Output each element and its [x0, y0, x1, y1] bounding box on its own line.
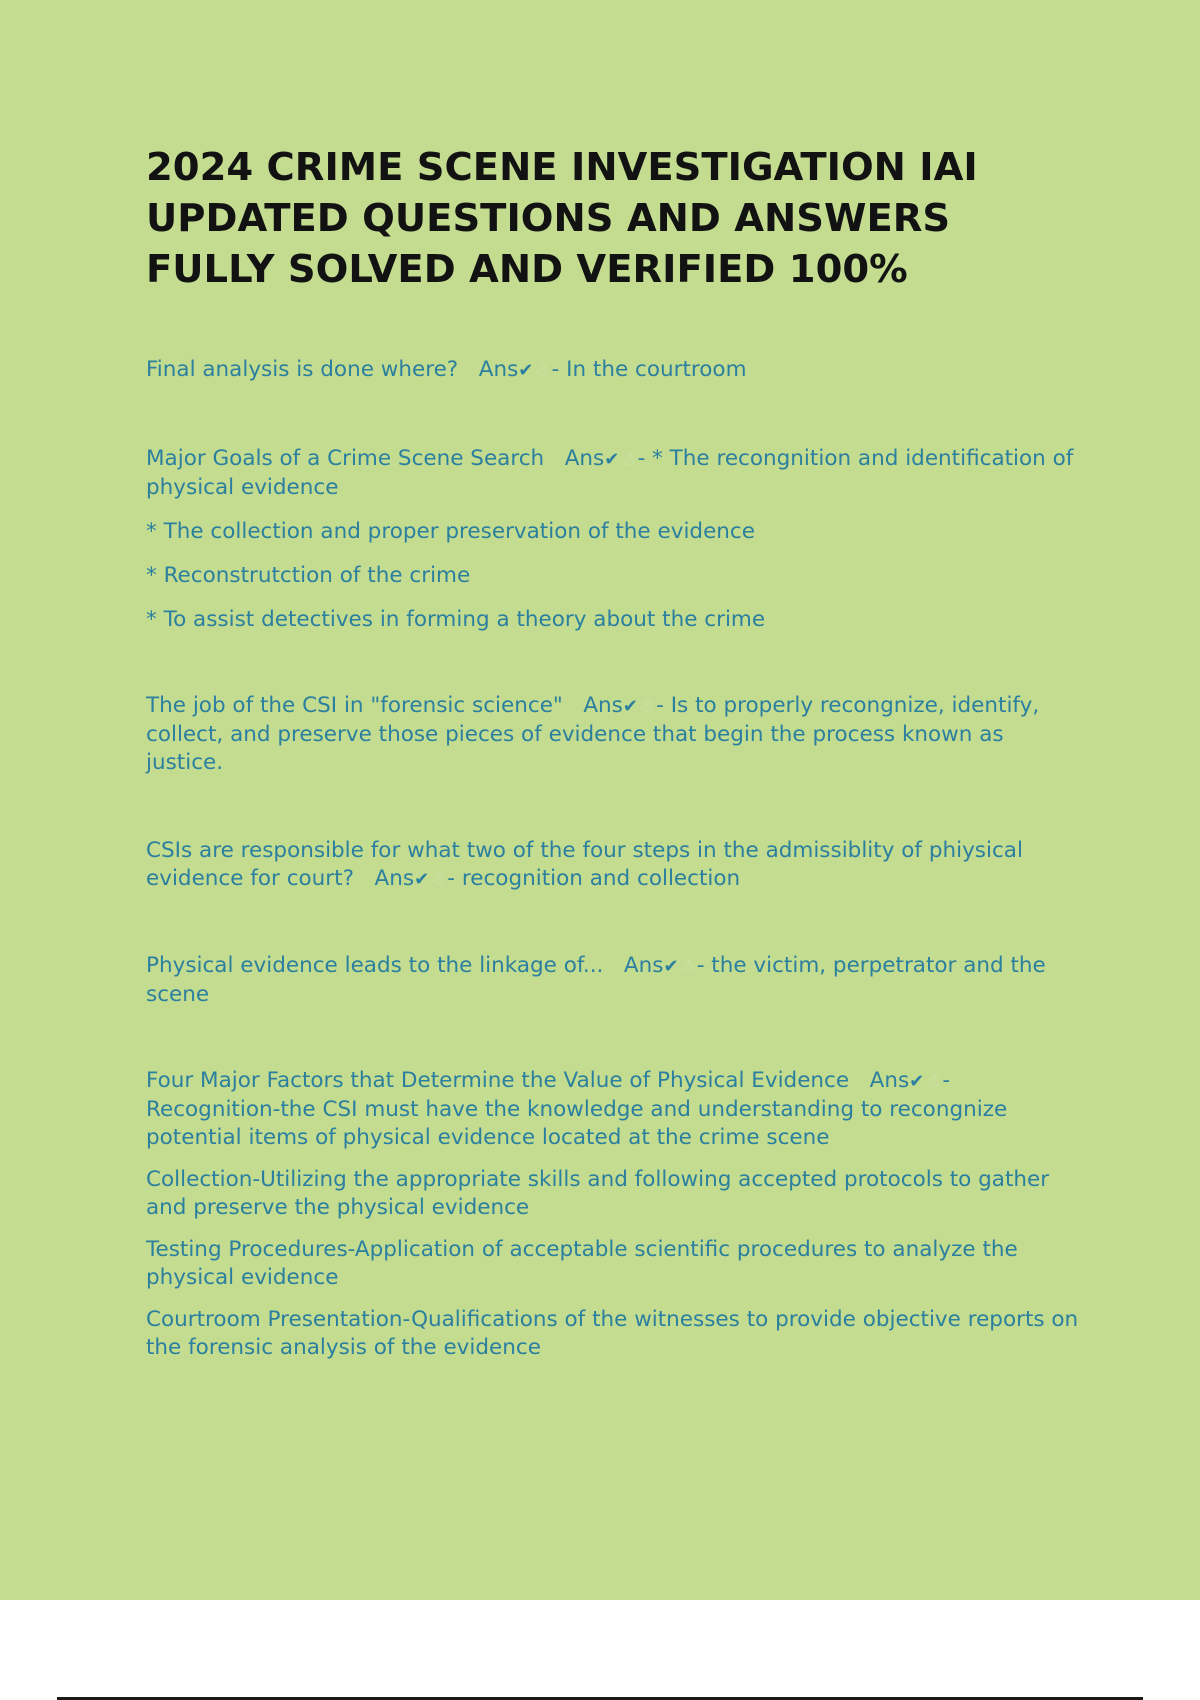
- qa-item: [146, 952, 1086, 1009]
- answer-marker: Ans: [623, 953, 664, 978]
- title-line: 2024 CRIME SCENE INVESTIGATION IAI: [146, 145, 978, 190]
- check-icon: ✔: [663, 956, 679, 977]
- qa-line: [146, 837, 1086, 894]
- answer-continuation: Testing Procedures-Application of acceptable scientific procedures to analyze the physical evidence: [146, 1237, 1018, 1290]
- qa-item: [146, 445, 1086, 634]
- qa-line: [146, 1067, 1086, 1152]
- answer-text: - recognition and collection: [447, 866, 741, 891]
- check-icon: ✔: [622, 696, 638, 717]
- qa-line: [146, 356, 1086, 385]
- hand-icon: ☃: [620, 449, 637, 470]
- check-icon: ✔: [909, 1071, 925, 1092]
- qa-line: [146, 952, 1086, 1009]
- answer-marker: Ans: [564, 446, 605, 471]
- qa-line: [146, 692, 1086, 777]
- check-icon: ✔: [518, 360, 534, 381]
- qa-line: [146, 445, 1086, 502]
- hand-icon: ☃: [534, 360, 551, 381]
- answer-text: - Recognition-the CSI must have the knowledge and understanding to recongnize potential items of physical evidence located at the crime scene: [146, 1068, 1008, 1150]
- answer-continuation: Collection-Utilizing the appropriate skills and following accepted protocols to gather and preserve the physical evidence: [146, 1167, 1050, 1220]
- answer-marker: Ans: [374, 866, 415, 891]
- question-text: Four Major Factors that Determine the Value of Physical Evidence: [146, 1068, 850, 1093]
- question-text: Physical evidence leads to the linkage of...: [146, 953, 604, 978]
- qa-item: [146, 1067, 1086, 1362]
- hand-icon: ☃: [638, 696, 656, 717]
- question-text: CSIs are responsible for what two of the four steps in the admissiblity of phiysical evidence for court?: [146, 838, 1023, 891]
- question-text: Final analysis is done where?: [146, 357, 459, 382]
- answer-marker: Ans: [478, 357, 519, 382]
- qa-item: [146, 356, 1086, 385]
- answer-text: - the victim, perpetrator and the scene: [146, 953, 1046, 1007]
- hand-icon: ☃: [679, 956, 696, 977]
- title-line: FULLY SOLVED AND VERIFIED 100%: [146, 247, 908, 292]
- answer-marker: Ans: [583, 693, 623, 718]
- question-text: Major Goals of a Crime Scene Search: [146, 446, 545, 471]
- question-text: The job of the CSI in "forensic science": [146, 693, 563, 718]
- qa-item: [146, 692, 1086, 777]
- document-title: [146, 142, 1086, 295]
- answer-text: - * The recongnition and identification of physical evidence: [146, 446, 1074, 500]
- answer-continuation: * Reconstrutction of the crime: [146, 563, 471, 588]
- answer-continuation: * The collection and proper preservation of the evidence: [146, 519, 755, 544]
- title-line: UPDATED QUESTIONS AND ANSWERS: [146, 196, 951, 241]
- answer-continuation: * To assist detectives in forming a theory about the crime: [146, 607, 766, 632]
- hand-icon: ☃: [430, 869, 447, 890]
- answer-text: - Is to properly recongnize, identify, collect, and preserve those pieces of evidence that begin the process known as justice.: [146, 693, 1040, 775]
- answer-text: - In the courtroom: [551, 357, 747, 382]
- check-icon: ✔: [604, 449, 620, 470]
- check-icon: ✔: [414, 869, 430, 890]
- answer-marker: Ans: [869, 1068, 910, 1093]
- qa-item: [146, 837, 1086, 894]
- answer-continuation: Courtroom Presentation-Qualifications of the witnesses to provide objective reports on the forensic analysis of the evidence: [146, 1307, 1079, 1360]
- hand-icon: ☃: [925, 1071, 942, 1092]
